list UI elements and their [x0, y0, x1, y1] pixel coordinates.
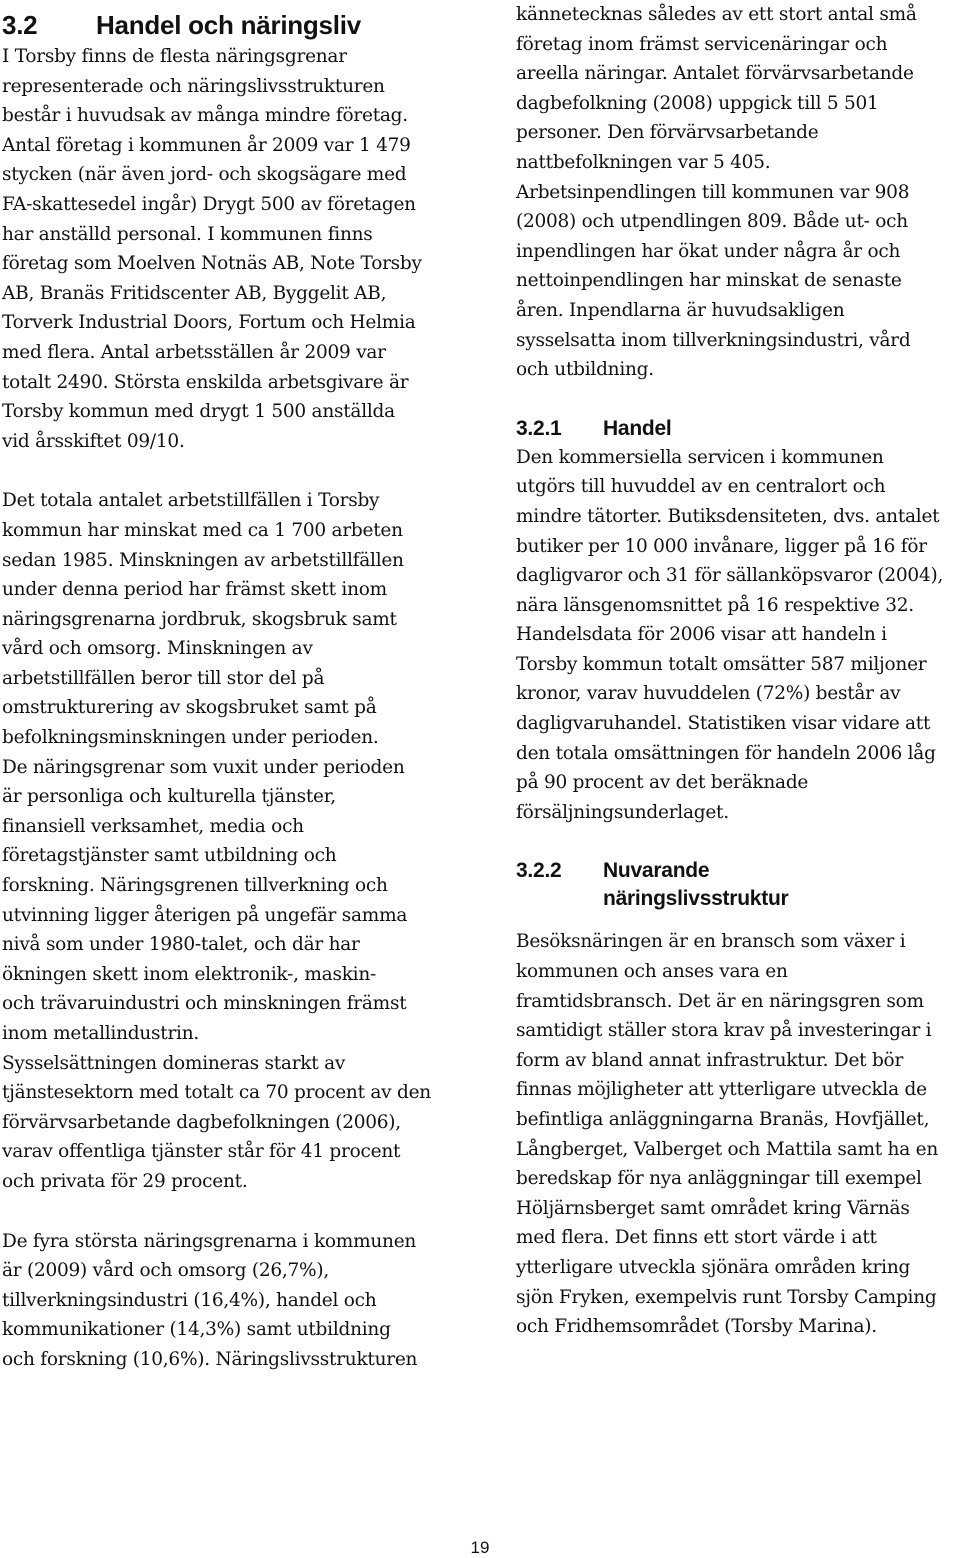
text-line: sysselsatta inom tillverkningsindustri, vård	[516, 329, 911, 351]
text-line: har anställd personal. I kommunen finns	[2, 223, 373, 245]
text-line: kommunikationer (14,3%) samt utbildning	[2, 1319, 391, 1341]
subsection-number: 3.2.2	[516, 859, 562, 883]
text-line: utvinning ligger återigen på ungefär samma	[2, 904, 408, 926]
text-line: Torsby kommun totalt omsätter 587 miljoner	[516, 653, 927, 675]
right-paragraph-1	[516, 0, 960, 385]
text-line: finansiell verksamhet, media och	[2, 815, 304, 837]
text-line: och Fridhemsområdet (Torsby Marina).	[516, 1316, 877, 1338]
left-column	[2, 0, 452, 1375]
text-line: nettoinpendlingen har minskat de senaste	[516, 270, 902, 292]
text-line: kronor, varav huvuddelen (72%) består av	[516, 683, 901, 705]
text-line: består i huvudsak av många mindre företag.	[2, 105, 408, 127]
subsection-number: 3.2.1	[516, 416, 562, 440]
text-line: personer. Den förvärvsarbetande	[516, 122, 819, 144]
text-line: befintliga anläggningarna Branäs, Hovfjället,	[516, 1109, 930, 1130]
text-line: arbetstillfällen beror till stor del på	[2, 667, 325, 689]
text-line: nära länsgenomsnittet på 16 respektive 32.	[516, 594, 914, 616]
text-line: Höljärnsberget samt området kring Värnäs	[516, 1197, 910, 1219]
text-line: dagligvaror och 31 för sällanköpsvaror (2004),	[516, 565, 944, 587]
text-line: Besöksnäringen är en bransch som växer i	[516, 931, 906, 953]
text-line: Torverk Industrial Doors, Fortum och Helmia	[2, 312, 416, 334]
text-line: ökningen skett inom elektronik-, maskin-	[2, 963, 377, 985]
text-line: inom metallindustrin.	[2, 1023, 200, 1044]
right-paragraph-2	[516, 443, 960, 828]
right-paragraph-3	[516, 927, 960, 1341]
text-line: dagbefolkning (2008) uppgick till 5 501	[516, 92, 879, 114]
text-line: kommunen och anses vara en	[516, 961, 788, 983]
text-line: totalt 2490. Största enskilda arbetsgivare är	[2, 371, 409, 393]
section-title: Handel och näringsliv	[96, 10, 361, 40]
text-line: AB, Branäs Fritidscenter AB, Byggelit AB,	[2, 282, 387, 304]
text-line: FA-skattesedel ingår) Drygt 500 av företagen	[2, 193, 416, 215]
text-line: är (2009) vård och omsorg (26,7%),	[2, 1260, 329, 1282]
left-paragraph-2	[2, 486, 452, 1196]
text-line: och utbildning.	[516, 359, 654, 381]
text-line: kommun har minskat med ca 1 700 arbeten	[2, 519, 403, 541]
text-line: företag inom främst servicenäringar och	[516, 33, 888, 55]
subsection-title-line-2: näringslivsstruktur	[603, 887, 789, 911]
paragraph-gap	[516, 385, 960, 415]
text-line: på 90 procent av det beräknade	[516, 772, 809, 794]
text-line: areella näringar. Antalet förvärvsarbetande	[516, 63, 914, 85]
text-line: företag som Moelven Notnäs AB, Note Torsby	[2, 253, 422, 275]
text-line: samtidigt ställer stora krav på investeringar i	[516, 1020, 932, 1042]
text-line: (2008) och utpendlingen 809. Både ut- och	[516, 211, 908, 233]
text-line: Sysselsättningen domineras starkt av	[2, 1052, 346, 1074]
text-line: kännetecknas således av ett stort antal små	[516, 4, 917, 25]
text-line: vård och omsorg. Minskningen av	[2, 638, 313, 660]
text-line: företagstjänster samt utbildning och	[2, 845, 337, 867]
text-line: sjön Fryken, exempelvis runt Torsby Camping	[516, 1286, 937, 1308]
text-line: De näringsgrenar som vuxit under perioden	[2, 756, 405, 778]
text-line: förvärvsarbetande dagbefolkningen (2006),	[2, 1111, 401, 1133]
text-line: stycken (när även jord- och skogsägare med	[2, 164, 407, 186]
text-line: nattbefolkningen var 5 405.	[516, 151, 771, 173]
subsection-title	[603, 857, 788, 913]
text-line: inpendlingen har ökat under några år och	[516, 240, 901, 262]
text-line: är personliga och kulturella tjänster,	[2, 786, 336, 808]
text-line: varav offentliga tjänster står för 41 procent	[2, 1141, 401, 1163]
text-line: De fyra största näringsgrenarna i kommunen	[2, 1230, 417, 1252]
left-paragraph-1	[2, 42, 452, 456]
text-line: I Torsby finns de flesta näringsgrenar	[2, 46, 347, 67]
text-line: med flera. Antal arbetsställen år 2009 var	[2, 341, 386, 363]
text-line: vid årsskiftet 09/10.	[2, 430, 185, 452]
text-line: och trävaruindustri och minskningen främst	[2, 993, 407, 1015]
text-line: och privata för 29 procent.	[2, 1170, 248, 1192]
text-line: tjänstesektorn med totalt ca 70 procent av den	[2, 1082, 431, 1104]
text-line: nivå som under 1980-talet, och där har	[2, 934, 360, 956]
right-column	[516, 0, 960, 1342]
text-line: Långberget, Valberget och Mattila samt ha en	[516, 1138, 938, 1160]
text-line: Arbetsinpendlingen till kommunen var 908	[516, 181, 910, 203]
left-paragraph-3	[2, 1227, 452, 1375]
text-line: Den kommersiella servicen i kommunen	[516, 446, 884, 468]
text-line: näringsgrenarna jordbruk, skogsbruk samt	[2, 608, 397, 630]
text-line: den totala omsättningen för handeln 2006 låg	[516, 742, 936, 764]
text-line: åren. Inpendlarna är huvudsakligen	[516, 299, 845, 321]
text-line: finnas möjligheter att ytterligare utveckla de	[516, 1079, 927, 1101]
section-number: 3.2	[2, 10, 38, 40]
text-line: under denna period har främst skett inom	[2, 579, 387, 601]
paragraph-gap	[2, 456, 452, 486]
text-line: sedan 1985. Minskningen av arbetstillfällen	[2, 549, 404, 571]
text-line: med flera. Det finns ett stort värde i att	[516, 1227, 877, 1249]
text-line: Handelsdata för 2006 visar att handeln i	[516, 624, 887, 646]
text-line: mindre tätorter. Butiksdensiteten, dvs. antalet	[516, 505, 940, 527]
text-line: ytterligare utveckla sjönära områden kring	[516, 1256, 911, 1278]
text-line: Det totala antalet arbetstillfällen i Torsby	[2, 490, 380, 512]
subsection-title: Handel	[603, 416, 672, 440]
text-line: Antal företag i kommunen år 2009 var 1 479	[2, 134, 411, 156]
heading-gap	[516, 913, 960, 927]
text-line: butiker per 10 000 invånare, ligger på 16 för	[516, 535, 927, 557]
subsection-title-line-1: Nuvarande	[603, 859, 710, 883]
text-line: beredskap för nya anläggningar till exempel	[516, 1168, 922, 1190]
paragraph-gap	[516, 827, 960, 857]
text-line: framtidsbransch. Det är en näringsgren som	[516, 990, 924, 1012]
text-line: utgörs till huvuddel av en centralort och	[516, 476, 886, 498]
text-line: dagligvaruhandel. Statistiken visar vidare att	[516, 713, 931, 735]
paragraph-gap	[2, 1197, 452, 1227]
text-line: forskning. Näringsgrenen tillverkning och	[2, 875, 388, 897]
page-number: 19	[470, 1538, 490, 1557]
subsection-heading-handel	[516, 415, 960, 443]
text-line: omstrukturering av skogsbruket samt på	[2, 697, 377, 719]
text-line: och forskning (10,6%). Näringslivsstrukturen	[2, 1348, 418, 1370]
text-line: Torsby kommun med drygt 1 500 anställda	[2, 401, 395, 423]
subsection-heading-naringslivsstruktur	[516, 857, 960, 913]
text-line: tillverkningsindustri (16,4%), handel och	[2, 1289, 377, 1311]
text-line: representerade och näringslivsstrukturen	[2, 75, 385, 97]
text-line: form av bland annat infrastruktur. Det bör	[516, 1049, 904, 1071]
text-line: befolkningsminskningen under perioden.	[2, 727, 379, 749]
text-line: försäljningsunderlaget.	[516, 801, 729, 823]
section-heading	[2, 10, 452, 40]
